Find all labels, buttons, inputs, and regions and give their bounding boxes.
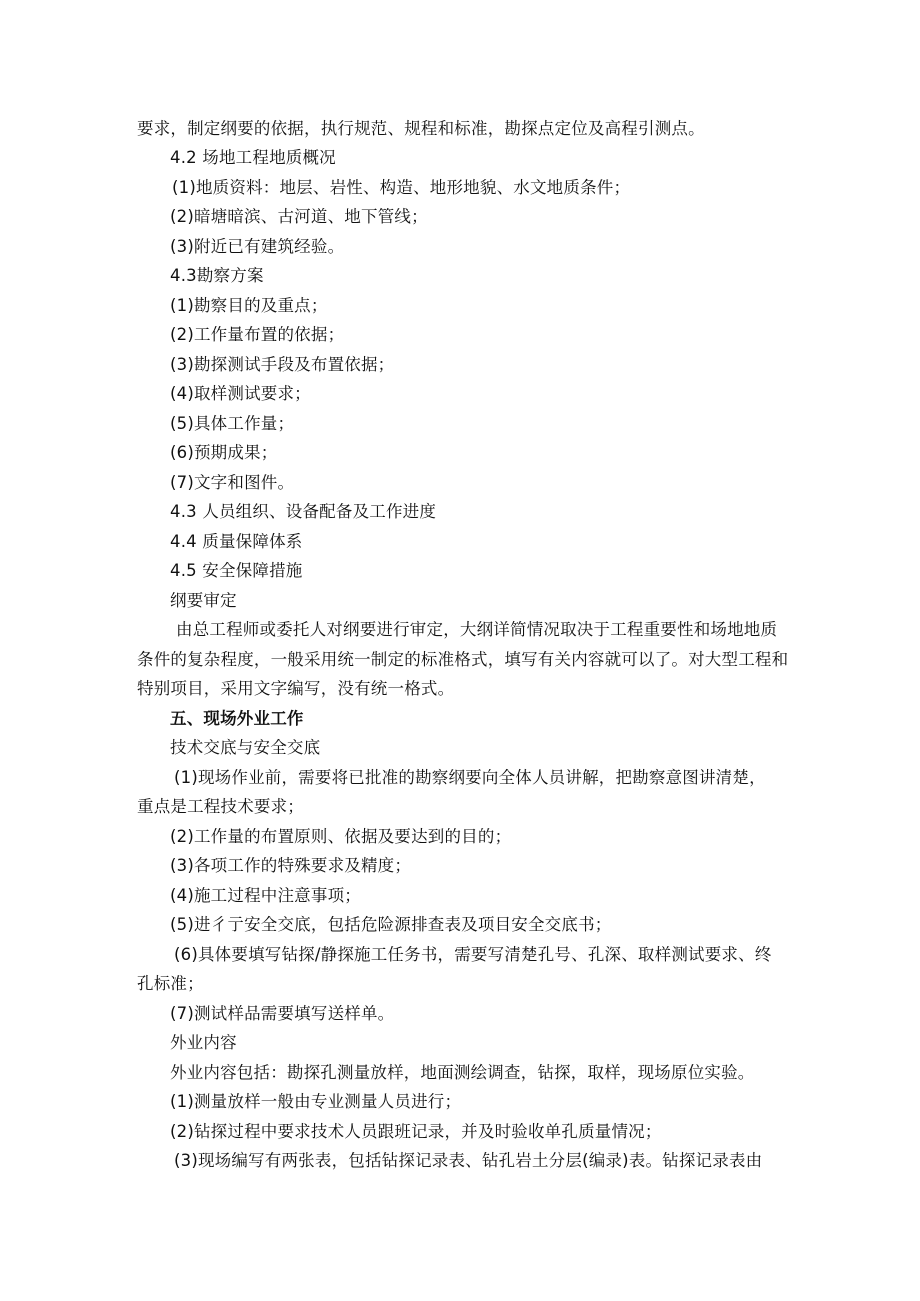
section-heading: 纲要审定 [170, 591, 237, 610]
text-line: 重点是工程技术要求； [137, 797, 304, 816]
text-line: (2)暗塘暗滨、古河道、地下管线； [170, 207, 428, 226]
text-line: 要求，制定纲要的依据，执行规范、规程和标准，勘探点定位及高程引测点。 [137, 119, 705, 138]
text-line: 外业内容包括：勘探孔测量放样，地面测绘调查，钻探，取样，现场原位实验。 [170, 1063, 755, 1082]
text-line: (3)勘探测试手段及布置依据； [170, 355, 395, 374]
section-heading: 技术交底与安全交底 [170, 738, 321, 757]
section-heading: 4.3 人员组织、设备配备及工作进度 [170, 502, 437, 521]
text-line: (2)钻探过程中要求技术人员跟班记录，并及时验收单孔质量情况； [170, 1122, 662, 1141]
text-line: (3)附近已有建筑经验。 [170, 237, 345, 256]
text-line: (1)地质资料：地层、岩性、构造、地形地貌、水文地质条件； [172, 178, 631, 197]
text-line: (3)现场编写有两张表，包括钻探记录表、钻孔岩土分层(编录)表。钻探记录表由 [174, 1151, 763, 1170]
text-line: (4)取样测试要求； [170, 384, 311, 403]
chapter-heading: 五、现场外业工作 [170, 709, 304, 728]
section-heading: 4.5 安全保障措施 [170, 561, 303, 580]
paragraph-line: 特别项目，采用文字编写，没有统一格式。 [137, 679, 455, 698]
text-line: (2)工作量布置的依据； [170, 325, 345, 344]
section-heading: 4.3勘察方案 [170, 266, 264, 285]
section-heading: 外业内容 [170, 1033, 237, 1052]
text-line: (2)工作量的布置原则、依据及要达到的目的； [170, 827, 512, 846]
text-line: (5)进彳亍安全交底，包括危险源排查表及项目安全交底书； [170, 915, 612, 934]
text-line: (4)施工过程中注意事项； [170, 886, 361, 905]
text-line: (6)预期成果； [170, 443, 278, 462]
text-line: (1)测量放样一般由专业测量人员进行； [170, 1092, 462, 1111]
section-heading: 4.4 质量保障体系 [170, 532, 303, 551]
section-heading: 4.2 场地工程地质概况 [170, 148, 336, 167]
paragraph-line: 条件的复杂程度，一般采用统一制定的标准格式，填写有关内容就可以了。对大型工程和 [137, 650, 789, 669]
text-line: (3)各项工作的特殊要求及精度； [170, 856, 412, 875]
text-line: (7)文字和图件。 [170, 473, 295, 492]
text-line: (6)具体要填写钻探/静探施工任务书，需要写清楚孔号、孔深、取样测试要求、终 [174, 945, 772, 964]
text-line: (1)勘察目的及重点； [170, 296, 328, 315]
text-line: 孔标准； [137, 974, 204, 993]
text-line: (1)现场作业前，需要将已批准的勘察纲要向全体人员讲解，把勘察意图讲清楚， [174, 768, 766, 787]
text-line: (7)测试样品需要填写送样单。 [170, 1004, 395, 1023]
paragraph-line: 由总工程师或委托人对纲要进行审定，大纲详简情况取决于工程重要性和场地地质 [176, 620, 778, 639]
text-line: (5)具体工作量； [170, 414, 295, 433]
